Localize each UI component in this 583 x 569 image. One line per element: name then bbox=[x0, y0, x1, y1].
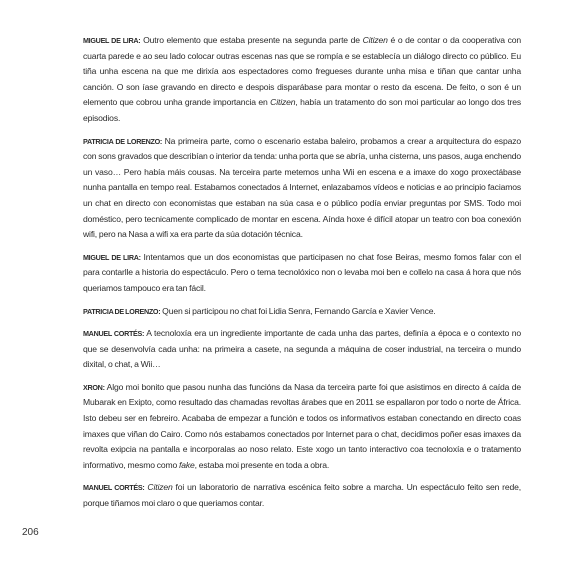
interview-paragraph bbox=[83, 326, 521, 373]
paragraph-text: Na primeira parte, como o escenario estaba baleiro, probamos a crear a arquitectura do espazo con sons gravados que describían o interior da tenda: unha porta que se abría, unha cisterna, uns pasos, auga enchendo un vaso… Pero había máis cousas. Na terceira parte metemos unha Wii en escena e a imaxe do xogo proxectábase nunha pantalla en tempo real. Estabamos conectados á Internet, enlazabamos vídeos e noticias e ao principio faciamos un chat en directo con economistas que estaban na súa casa e o público podía enviar preguntas por SMS. Todo moi doméstico, pero tecnicamente complicado de montar en escena. Aínda hoxe é difícil atopar un teatro con boa conexión wifi, pero na Nasa a wifi xa era parte da súa dotación técnica. bbox=[83, 135, 521, 240]
speaker-name: MANUEL CORTÉS: bbox=[83, 483, 145, 493]
speaker-name: MIGUEL DE LIRA: bbox=[83, 252, 141, 262]
paragraph-text: , había un tratamento do son moi particular ao longo dos tres episodios. bbox=[83, 97, 522, 123]
paragraph-text: é o de contar o da cooperativa con cuarta parede e ao seu lado colocar outras escenas nas que se rompía e se establecía un diálogo directo co público. Eu tiña unha escena na que me dirixía aos espectadores como fregueses durante unha misa e tiñan que cantar unha canción. O son íase gravando en directo e despois disparábase para montar o resto da escena. De feito, o son é un elemento que cobrou unha grande importancia en bbox=[83, 35, 521, 108]
interview-paragraph bbox=[83, 250, 521, 297]
speaker-name: PATRICIA DE LORENZO: bbox=[83, 136, 162, 146]
paragraph-text: A tecnoloxía era un ingrediente importante de cada unha das partes, definía a época e o contexto no que se desenvolvía cada unha: na primeira a casete, na segunda a máquina de coser industrial, na terceira o mundo dixital, o chat, a Wii… bbox=[83, 328, 521, 370]
speaker-name: PATRICIA DE LORENZO: bbox=[83, 306, 161, 316]
interview-paragraph bbox=[83, 304, 521, 320]
paragraph-text: , estaba moi presente en toda a obra. bbox=[194, 459, 330, 470]
speaker-name: MANUEL CORTÉS: bbox=[83, 329, 145, 339]
interview-text bbox=[83, 33, 521, 519]
interview-paragraph bbox=[83, 380, 521, 474]
italic-title: Citizen bbox=[362, 35, 388, 45]
interview-paragraph bbox=[83, 33, 521, 127]
paragraph-text: Outro elemento que estaba presente na segunda parte de bbox=[140, 35, 363, 45]
interview-paragraph bbox=[83, 134, 521, 243]
interview-paragraph bbox=[83, 480, 521, 511]
speaker-name: MIGUEL DE LIRA: bbox=[83, 36, 141, 45]
paragraph-text: Quen si participou no chat foi Lidia Senra, Fernando García e Xavier Vence. bbox=[160, 305, 436, 316]
italic-title: Citizen bbox=[147, 482, 173, 493]
page-number: 206 bbox=[22, 527, 39, 538]
italic-title: fake bbox=[178, 459, 195, 470]
italic-title: Citizen bbox=[270, 97, 296, 108]
paragraph-text: Intentamos que un dos economistas que participasen no chat fose Beiras, mesmo fomos falar con el para contarlle a historia do espectáculo. Pero o tema tecnolóxico non o levaba moi ben e collelo na casa á hora que nós queriamos tampouco era tan fácil. bbox=[83, 251, 521, 293]
speaker-name: XRON: bbox=[83, 382, 105, 392]
paragraph-text: foi un laboratorio de narrativa escénica feito sobre a marcha. Un espectáculo feito sen rede, porque tiñamos moi claro o que queriamos contar. bbox=[83, 482, 521, 509]
paragraph-text: Algo moi bonito que pasou nunha das funcións da Nasa da terceira parte foi que asistimos en directo á caída de Mubarak en Exipto, como resultado das chamadas revoltas árabes que en 2011 se espallaron por todo o norte de África. Isto debeu ser en febreiro. Acababa de empezar a función e todos os informativos estaban conectando en directo coas imaxes que viñan do Cairo. Como nós estabamos conectados por Internet para o chat, decidimos poñer esas imaxes da revolta exipcia na pantalla e incorporalas ao noso relato. Este xogo un tanto interactivo coa tecnoloxía e o tratamento informativo, mesmo como bbox=[83, 381, 521, 470]
